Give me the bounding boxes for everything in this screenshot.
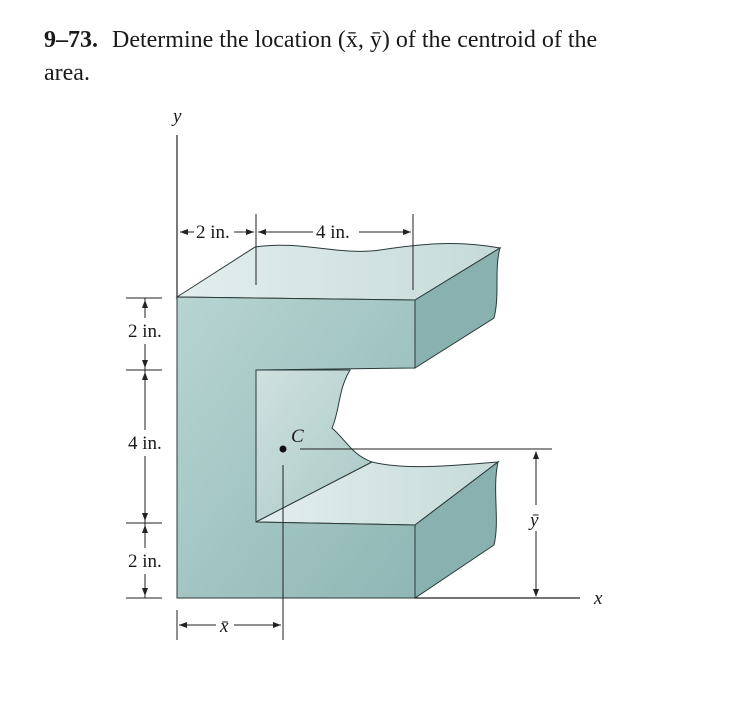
dim-top-right-label: 4 in. xyxy=(316,222,350,243)
dim-left-top-label: 2 in. xyxy=(128,321,162,342)
dim-arrow xyxy=(533,451,539,459)
dim-arrow xyxy=(258,229,266,235)
centroid-point xyxy=(280,446,287,453)
problem-text-line2: area. xyxy=(44,60,90,86)
centroid-label: C xyxy=(291,426,304,447)
problem-number: 9–73. xyxy=(44,27,98,53)
dim-arrow xyxy=(179,622,187,628)
x-axis-label: x xyxy=(594,588,603,609)
dim-top-left-label: 2 in. xyxy=(196,222,230,243)
dim-arrow xyxy=(533,589,539,597)
dim-arrow xyxy=(142,513,148,521)
dim-left-bottom-label: 2 in. xyxy=(128,551,162,572)
dim-arrow xyxy=(142,372,148,380)
ybar-label: ȳ xyxy=(530,510,539,531)
dim-arrow xyxy=(246,229,254,235)
dim-arrow xyxy=(142,360,148,368)
dim-arrow xyxy=(180,229,188,235)
dim-left-middle-label: 4 in. xyxy=(128,433,162,454)
y-axis-label: y xyxy=(173,106,182,127)
dim-arrow xyxy=(142,588,148,596)
dim-arrow xyxy=(403,229,411,235)
dim-arrow xyxy=(142,300,148,308)
dim-arrow xyxy=(273,622,281,628)
dim-arrow xyxy=(142,525,148,533)
problem-text-line1: Determine the location (x̄, ȳ) of the centroid of the xyxy=(112,27,598,53)
xbar-label: x̄ xyxy=(220,616,229,637)
